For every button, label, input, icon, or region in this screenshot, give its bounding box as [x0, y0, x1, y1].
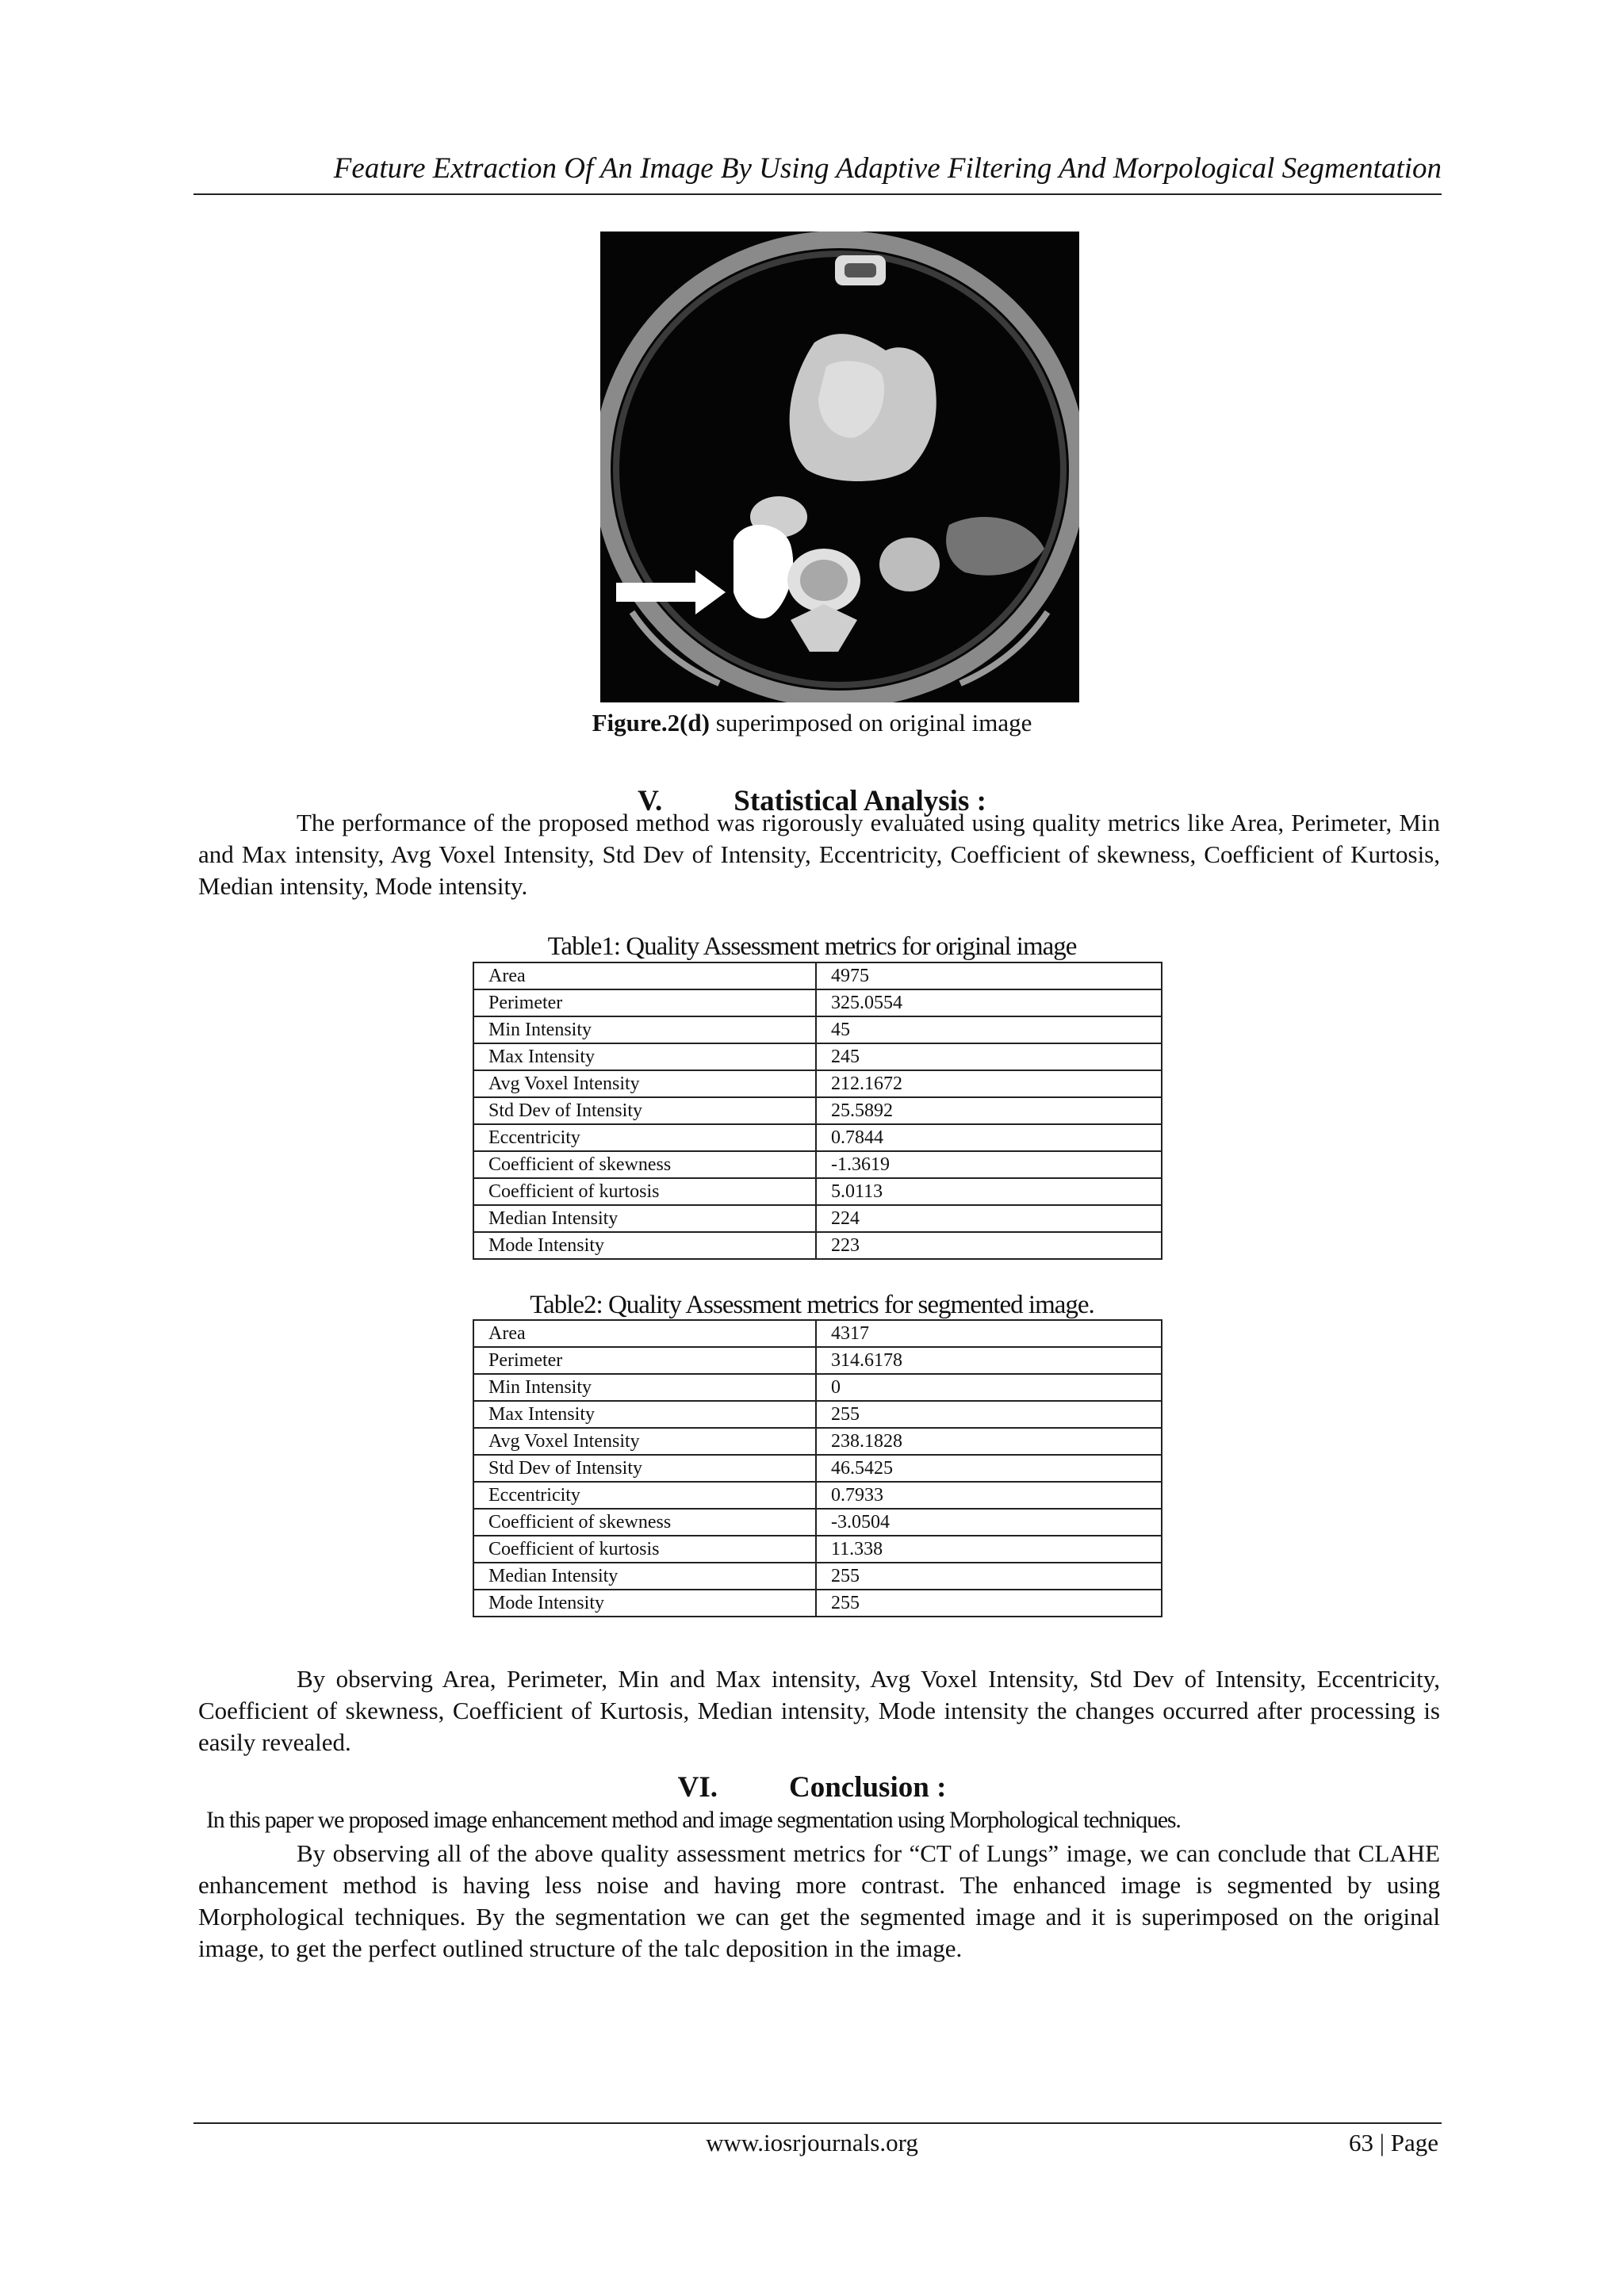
- table-row: [473, 1097, 1162, 1124]
- table-row: [473, 1124, 1162, 1151]
- metric-value-cell: 255: [816, 1401, 1162, 1428]
- metric-value-cell: 212.1672: [816, 1070, 1162, 1097]
- table-row: [473, 1401, 1162, 1428]
- metric-name-cell: Max Intensity: [473, 1043, 816, 1070]
- ct-scan-figure: [600, 232, 1079, 702]
- table-row: [473, 1151, 1162, 1178]
- metric-name-cell: Coefficient of kurtosis: [473, 1178, 816, 1205]
- table-row: [473, 989, 1162, 1016]
- observation-paragraph: By observing Area, Perimeter, Min and Max intensity, Avg Voxel Intensity, Std Dev of Intensity, Eccentricity, Coefficient of skewness, Coefficient of Kurtosis, Median intensity, Mode intensity the changes occurred after processing is easily revealed.: [198, 1665, 1440, 1756]
- table-row: [473, 1590, 1162, 1617]
- table-row: [473, 1070, 1162, 1097]
- table-row: [473, 1563, 1162, 1590]
- metric-name-cell: Mode Intensity: [473, 1232, 816, 1259]
- figure-caption-text: superimposed on original image: [710, 709, 1032, 737]
- conclusion-lead-sentence: In this paper we proposed image enhancement method and image segmentation using Morphological techniques.: [206, 1807, 1181, 1833]
- metric-value-cell: 0.7933: [816, 1482, 1162, 1509]
- metric-value-cell: 5.0113: [816, 1178, 1162, 1205]
- metric-value-cell: 25.5892: [816, 1097, 1162, 1124]
- section-heading-conclusion: [0, 1770, 1624, 1806]
- metric-name-cell: Median Intensity: [473, 1563, 816, 1590]
- table2-title: Table2: Quality Assessment metrics for segmented image.: [530, 1291, 1094, 1319]
- statistical-analysis-paragraph: The performance of the proposed method was rigorously evaluated using quality metrics like Area, Perimeter, Min and Max intensity, Avg Voxel Intensity, Std Dev of Intensity, Eccentricity, Coefficient of skewness, Coefficient of Kurtosis, Median intensity, Mode intensity.: [198, 809, 1440, 900]
- metric-name-cell: Eccentricity: [473, 1482, 816, 1509]
- table-row: [473, 1347, 1162, 1374]
- metric-value-cell: 314.6178: [816, 1347, 1162, 1374]
- metric-name-cell: Perimeter: [473, 1347, 816, 1374]
- metric-value-cell: 0.7844: [816, 1124, 1162, 1151]
- metric-value-cell: 238.1828: [816, 1428, 1162, 1455]
- figure-caption: [0, 707, 1624, 739]
- metric-name-cell: Std Dev of Intensity: [473, 1455, 816, 1482]
- table1: [473, 962, 1162, 1260]
- conclusion-paragraph: By observing all of the above quality assessment metrics for “CT of Lungs” image, we can conclude that CLAHE enhancement method is having less noise and having more contrast. The enhanced image is segmented by using Morphological techniques. By the segmentation we can get the segmented image and it is superimposed on the original image, to get the perfect outlined structure of the talc deposition in the image.: [198, 1839, 1440, 1962]
- metric-name-cell: Coefficient of kurtosis: [473, 1536, 816, 1563]
- metric-name-cell: Coefficient of skewness: [473, 1509, 816, 1536]
- metric-name-cell: Min Intensity: [473, 1016, 816, 1043]
- metric-name-cell: Min Intensity: [473, 1374, 816, 1401]
- metric-value-cell: 46.5425: [816, 1455, 1162, 1482]
- footer-page-number: 63 | Page: [1349, 2129, 1438, 2156]
- table-row: [473, 1178, 1162, 1205]
- metric-name-cell: Avg Voxel Intensity: [473, 1428, 816, 1455]
- metric-name-cell: Max Intensity: [473, 1401, 816, 1428]
- table-row: [473, 1043, 1162, 1070]
- table1-title: Table1: Quality Assessment metrics for original image: [547, 932, 1077, 961]
- table-row: [473, 1320, 1162, 1347]
- table-row: [473, 1232, 1162, 1259]
- metric-name-cell: Perimeter: [473, 989, 816, 1016]
- table-row: [473, 1482, 1162, 1509]
- metric-value-cell: 45: [816, 1016, 1162, 1043]
- table-row: [473, 1428, 1162, 1455]
- table-row: [473, 1455, 1162, 1482]
- table-row: [473, 962, 1162, 989]
- table-row: [473, 1205, 1162, 1232]
- metric-value-cell: -3.0504: [816, 1509, 1162, 1536]
- metric-value-cell: 224: [816, 1205, 1162, 1232]
- table-row: [473, 1016, 1162, 1043]
- metric-value-cell: -1.3619: [816, 1151, 1162, 1178]
- table-row: [473, 1509, 1162, 1536]
- footer-rule: [193, 2122, 1442, 2124]
- metric-name-cell: Area: [473, 1320, 816, 1347]
- metric-name-cell: Eccentricity: [473, 1124, 816, 1151]
- metric-value-cell: 0: [816, 1374, 1162, 1401]
- section-number: VI.: [677, 1771, 718, 1804]
- section-title: Statistical Analysis :: [733, 785, 986, 817]
- table-row: [473, 1374, 1162, 1401]
- section-number: V.: [638, 785, 663, 817]
- footer-url: www.iosrjournals.org: [706, 2129, 918, 2156]
- metric-value-cell: 255: [816, 1563, 1162, 1590]
- metric-name-cell: Coefficient of skewness: [473, 1151, 816, 1178]
- metric-value-cell: 255: [816, 1590, 1162, 1617]
- metric-value-cell: 245: [816, 1043, 1162, 1070]
- table2: [473, 1319, 1162, 1617]
- metric-name-cell: Area: [473, 962, 816, 989]
- metric-value-cell: 11.338: [816, 1536, 1162, 1563]
- metric-value-cell: 223: [816, 1232, 1162, 1259]
- running-header: Feature Extraction Of An Image By Using Adaptive Filtering And Morpological Segmentation: [193, 151, 1442, 195]
- metric-name-cell: Std Dev of Intensity: [473, 1097, 816, 1124]
- metric-value-cell: 4975: [816, 962, 1162, 989]
- figure-caption-label: Figure.2(d): [592, 709, 710, 737]
- section-title: Conclusion :: [788, 1771, 947, 1804]
- ct-scan-image: [600, 232, 1079, 702]
- table-row: [473, 1536, 1162, 1563]
- metric-name-cell: Mode Intensity: [473, 1590, 816, 1617]
- metric-value-cell: 4317: [816, 1320, 1162, 1347]
- metric-name-cell: Avg Voxel Intensity: [473, 1070, 816, 1097]
- metric-value-cell: 325.0554: [816, 989, 1162, 1016]
- metric-name-cell: Median Intensity: [473, 1205, 816, 1232]
